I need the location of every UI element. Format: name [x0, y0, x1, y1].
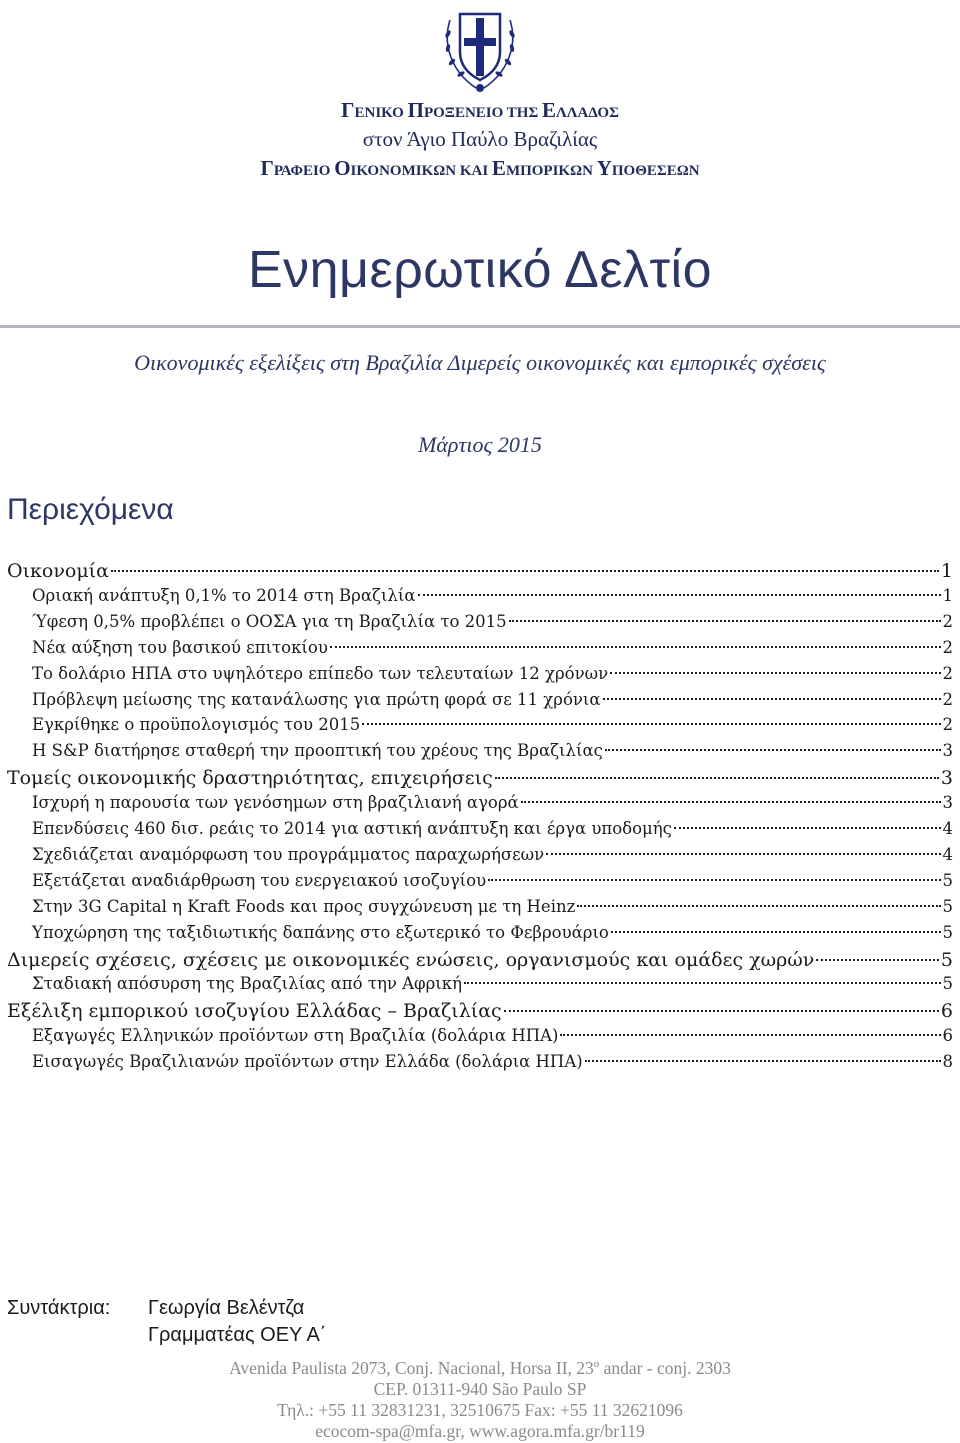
toc-entry-page: 5: [942, 923, 953, 942]
toc-leader-dots: [509, 620, 941, 622]
toc-entry-label: Σταδιακή απόσυρση της Βραζιλίας από την Αφρική: [32, 974, 462, 993]
toc-entry-page: 5: [942, 974, 953, 993]
toc-entry-label: Επενδύσεις 460 δισ. ρεάις το 2014 για αστική ανάπτυξη και έργα υποδομής: [32, 819, 672, 838]
toc-leader-dots: [521, 801, 941, 803]
toc-entry[interactable]: [32, 923, 953, 942]
toc-entry-page: 5: [942, 897, 953, 916]
toc-entry[interactable]: [32, 974, 953, 993]
toc-entry-label: Το δολάριο ΗΠΑ στο υψηλότερο επίπεδο των τελευταίων 12 χρόνων: [32, 664, 609, 683]
toc-leader-dots: [816, 959, 939, 961]
toc-entry-page: 3: [942, 741, 953, 760]
toc-entry-label: Υποχώρηση της ταξιδιωτικής δαπάνης στο εξωτερικό το Φεβρουάριο: [32, 923, 609, 942]
document-subtitle: Οικονομικές εξελίξεις στη Βραζιλία Διμερείς οικονομικές και εμπορικές σχέσεις: [134, 350, 826, 375]
author-role: Γραμματέας ΟΕΥ Α΄: [148, 1324, 327, 1346]
toc-entry-page: 3: [942, 793, 953, 812]
toc-leader-dots: [611, 931, 941, 933]
toc-leader-dots: [560, 1034, 940, 1036]
toc-entry-page: 5: [940, 949, 953, 971]
toc-entry-label: Τομείς οικονομικής δραστηριότητας, επιχειρήσεις: [7, 767, 493, 789]
toc-entry[interactable]: [32, 1026, 953, 1045]
footer-line: Avenida Paulista 2073, Conj. Nacional, Horsa II, 23º andar - conj. 2303: [229, 1358, 731, 1378]
toc-entry-label: Εισαγωγές Βραζιλιανών προϊόντων στην Ελλάδα (δολάρια ΗΠΑ): [32, 1052, 583, 1071]
toc-leader-dots: [464, 982, 941, 984]
toc-entry[interactable]: [32, 664, 953, 683]
toc-entry[interactable]: [32, 612, 953, 631]
toc-leader-dots: [546, 853, 940, 855]
toc-leader-dots: [610, 672, 940, 674]
toc-entry[interactable]: [7, 1000, 953, 1022]
consulate-location: στον Άγιο Παύλο Βραζιλίας: [362, 127, 598, 151]
toc-leader-dots: [495, 777, 939, 779]
toc-entry-label: Εξέλιξη εμπορικού ισοζυγίου Ελλάδας – Βραζιλίας: [7, 1000, 502, 1022]
toc-entry[interactable]: [32, 793, 953, 812]
toc-entry[interactable]: [7, 560, 953, 582]
toc-leader-dots: [605, 749, 941, 751]
toc-entry-label: Εξετάζεται αναδιάρθρωση του ενεργειακού ισοζυγίου: [32, 871, 487, 890]
author-label: Συντάκτρια:: [7, 1297, 111, 1319]
toc-entry-label: Πρόβλεψη μείωσης της κατανάλωσης για πρώτη φορά σε 11 χρόνια: [32, 690, 601, 709]
consulate-name: ΓΕΝΙΚΟ ΠΡΟΞΕΝΕΙΟ ΤΗΣ ΕΛΛΑΔΟΣ: [341, 98, 619, 122]
toc-entry-label: Εξαγωγές Ελληνικών προϊόντων στη Βραζιλία (δολάρια ΗΠΑ): [32, 1026, 559, 1045]
toc-leader-dots: [585, 1060, 941, 1062]
toc-entry-label: Ύφεση 0,5% προβλέπει ο ΟΟΣΑ για τη Βραζιλία το 2015: [32, 612, 507, 631]
toc-entry-label: Σχεδιάζεται αναμόρφωση του προγράμματος παραχωρήσεων: [32, 845, 545, 864]
toc-heading: Περιεχόμενα: [7, 493, 174, 526]
footer-line: Τηλ.: +55 11 32831231, 32510675 Fax: +55 11 32621096: [277, 1400, 683, 1420]
toc-entry[interactable]: [7, 767, 953, 789]
toc-entry[interactable]: [32, 871, 953, 890]
toc-entry-label: Εγκρίθηκε ο προϋπολογισμός του 2015: [32, 715, 361, 734]
greek-coat-of-arms-emblem: [436, 0, 524, 95]
footer-line: ecocom-spa@mfa.gr, www.agora.mfa.gr/br119: [315, 1421, 645, 1441]
toc-leader-dots: [330, 646, 941, 648]
toc-entry[interactable]: [32, 715, 953, 734]
toc-entry-label: Ισχυρή η παρουσία των γενόσημων στη βραζιλιανή αγορά: [32, 793, 519, 812]
toc-leader-dots: [362, 723, 940, 725]
toc-leader-dots: [603, 698, 941, 700]
toc-entry[interactable]: [32, 819, 953, 838]
footer-line: CEP. 01311-940 São Paulo SP: [373, 1379, 587, 1399]
toc-entry[interactable]: [32, 1052, 953, 1071]
toc-entry-page: 2: [942, 612, 953, 631]
title-divider: [0, 325, 960, 328]
toc-entry[interactable]: [32, 690, 953, 709]
toc-entry-label: Νέα αύξηση του βασικού επιτοκίου: [32, 638, 328, 657]
toc-entry-page: 2: [942, 690, 953, 709]
toc-leader-dots: [674, 827, 941, 829]
toc-entry-page: 6: [940, 1000, 953, 1022]
toc-entry-label: Οικονομία: [7, 560, 109, 582]
toc-entry-label: Διμερείς σχέσεις, σχέσεις με οικονομικές ενώσεις, οργανισμούς και ομάδες χωρών: [7, 949, 815, 971]
toc-entry[interactable]: [32, 897, 953, 916]
toc-entry[interactable]: [32, 586, 953, 605]
toc-leader-dots: [418, 594, 941, 596]
toc-entry[interactable]: [7, 949, 953, 971]
toc-entry-label: Οριακή ανάπτυξη 0,1% το 2014 στη Βραζιλία: [32, 586, 416, 605]
toc-entry[interactable]: [32, 845, 953, 864]
office-name: ΓΡΑΦΕΙΟ ΟΙΚΟΝΟΜΙΚΩΝ ΚΑΙ ΕΜΠΟΡΙΚΩΝ ΥΠΟΘΕΣΕΩΝ: [260, 156, 700, 180]
toc-leader-dots: [577, 905, 940, 907]
toc-entry-page: 2: [942, 664, 953, 683]
toc-entry-page: 6: [942, 1026, 953, 1045]
toc-entry-page: 8: [942, 1052, 953, 1071]
toc-entry-page: 2: [942, 638, 953, 657]
toc-leader-dots: [488, 879, 940, 881]
toc-entry[interactable]: [32, 741, 953, 760]
toc-entry-page: 2: [942, 715, 953, 734]
toc-leader-dots: [111, 570, 939, 572]
author-name: Γεωργία Βελέντζα: [148, 1297, 305, 1319]
footer-address: [0, 1358, 960, 1442]
toc-entry-page: 5: [942, 871, 953, 890]
toc-entry-page: 4: [942, 845, 953, 864]
toc-entry[interactable]: [32, 638, 953, 657]
toc-entry-label: Η S&P διατήρησε σταθερή την προοπτική του χρέους της Βραζιλίας: [32, 741, 603, 760]
toc-entry-page: 4: [942, 819, 953, 838]
toc-entry-page: 1: [940, 560, 953, 582]
toc-entry-page: 1: [942, 586, 953, 605]
toc-entry-label: Στην 3G Capital η Kraft Foods και προς συγχώνευση με τη Heinz: [32, 897, 576, 916]
toc-leader-dots: [504, 1010, 939, 1012]
document-date: Μάρτιος 2015: [418, 432, 542, 457]
document-title: Ενημερωτικό Δελτίο: [247, 241, 713, 299]
toc-entry-page: 3: [940, 767, 953, 789]
